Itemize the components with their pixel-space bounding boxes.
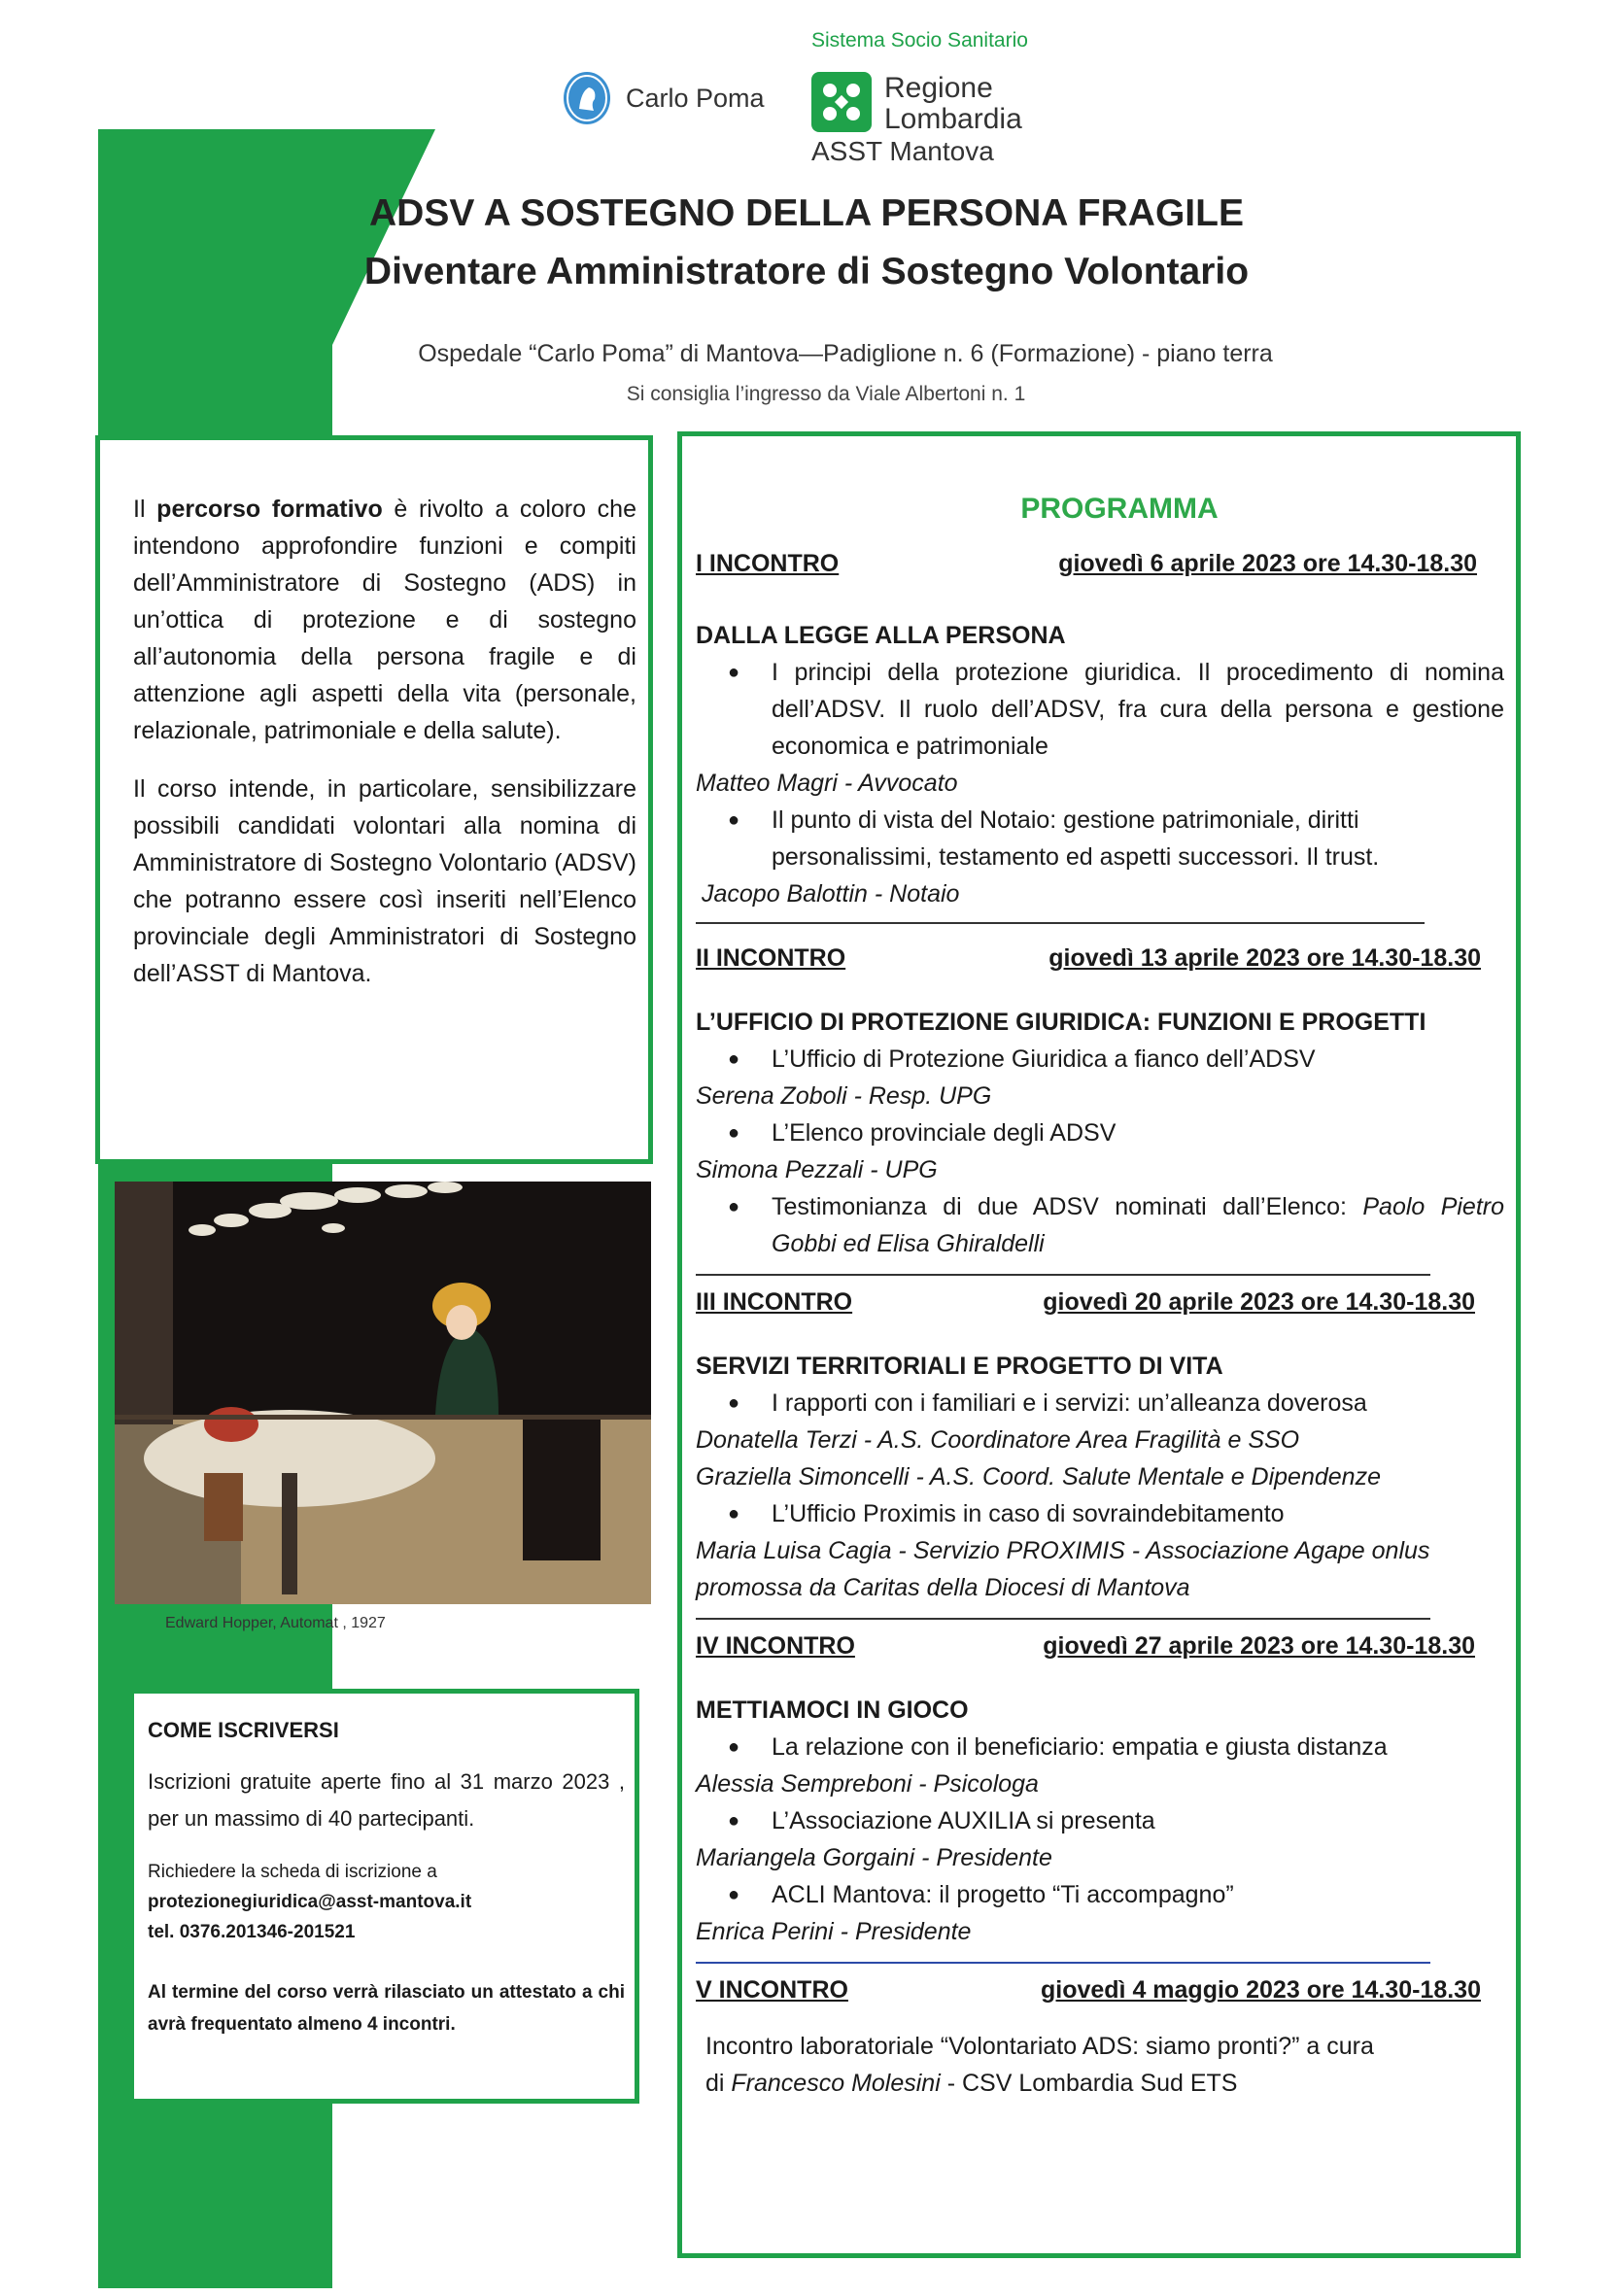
meeting-4-heading: METTIAMOCI IN GIOCO	[696, 1696, 969, 1724]
automat-painting	[115, 1182, 651, 1604]
meeting-3-label: III INCONTRO	[696, 1288, 853, 1316]
meeting-2-heading: L’UFFICIO DI PROTEZIONE GIURIDICA: FUNZIONI E PROGETTI	[696, 1009, 1426, 1036]
entrance-text: Si consiglia l’ingresso da Viale Albertoni n. 1	[626, 383, 1026, 405]
speaker: Serena Zoboli - Resp. UPG	[696, 1082, 992, 1110]
meeting-2-header	[696, 940, 1504, 977]
separator	[696, 922, 1425, 924]
bullet-icon: ●	[727, 1884, 740, 1905]
bullet-icon: ●	[727, 1392, 740, 1414]
intro-paragraph-2: Il corso intende, in particolare, sensibilizzare possibili candidati volontari alla nomina di Amministratore di Sostegno Volontario (ADSV) che potranno essere così inseriti nell’Elenco provinciale degli Amministratori di Sostegno dell’ASST di Mantova.	[133, 775, 636, 987]
speaker: Matteo Magri - Avvocato	[696, 770, 958, 797]
speaker: Graziella Simoncelli - A.S. Coord. Salute Mentale e Dipendenze	[696, 1463, 1381, 1491]
carlo-poma-text: Carlo Poma	[626, 84, 765, 113]
speaker: Maria Luisa Cagia - Servizio PROXIMIS - Associazione Agape onlus promossa da Caritas della Diocesi di Mantova	[696, 1537, 1430, 1601]
list-item: ● I rapporti con i familiari e i servizi: un’alleanza doverosa	[696, 1385, 1504, 1422]
meeting-1-heading: DALLA LEGGE ALLA PERSONA	[696, 622, 1066, 649]
programme-title: PROGRAMMA	[1020, 493, 1219, 525]
speaker: Donatella Terzi - A.S. Coordinatore Area Fragilità e SSO	[696, 1426, 1300, 1454]
meeting-4-date: giovedì 27 aprile 2023 ore 14.30-18.30	[1043, 1632, 1475, 1660]
speaker: Simona Pezzali - UPG	[696, 1156, 938, 1183]
list-item: ● Testimonianza di due ADSV nominati dall’Elenco: Paolo Pietro Gobbi ed Elisa Ghiraldelli	[696, 1188, 1504, 1262]
list-item: ● L’Elenco provinciale degli ADSV	[696, 1114, 1504, 1151]
intro-box	[95, 435, 653, 1164]
meeting-3-header	[696, 1284, 1504, 1320]
separator	[696, 1618, 1430, 1620]
speaker: Alessia Sempreboni - Psicologa	[696, 1770, 1039, 1798]
speaker: Enrica Perini - Presidente	[696, 1918, 972, 1945]
list-item: ● ACLI Mantova: il progetto “Ti accompagno”	[696, 1876, 1504, 1913]
page-subtitle: Diventare Amministratore di Sostegno Volontario	[363, 251, 1250, 292]
registration-dates: Iscrizioni gratuite aperte fino al 31 marzo 2023 , per un massimo di 40 partecipanti.	[148, 1769, 625, 1831]
asst-mantova-text: ASST Mantova	[811, 136, 994, 166]
registration-email-link[interactable]: protezionegiuridica@asst-mantova.it	[148, 1892, 472, 1912]
bullet-icon: ●	[727, 1736, 740, 1758]
bullet-icon: ●	[727, 662, 740, 683]
bullet-icon: ●	[727, 1048, 740, 1070]
carlo-poma-logo	[562, 70, 785, 128]
registration-title: COME ISCRIVERSI	[148, 1718, 339, 1742]
lombardia-text: Lombardia	[884, 103, 1022, 135]
list-item: ● I principi della protezione giuridica. Il procedimento di nomina dell’ADSV. Il ruolo dell’ADSV, fra cura della persona e gestione economica e patrimoniale	[696, 654, 1504, 765]
bullet-icon: ●	[727, 1122, 740, 1144]
carlo-poma-emblem-icon	[562, 70, 612, 126]
meeting-2-label: II INCONTRO	[696, 944, 846, 972]
list-item: ● L’Ufficio di Protezione Giuridica a fianco dell’ADSV	[696, 1041, 1504, 1078]
sistema-text: Sistema Socio Sanitario	[811, 29, 1028, 51]
certificate-note: Al termine del corso verrà rilasciato un attestato a chi avrà frequentato almeno 4 incontri.	[148, 1982, 625, 2035]
list-item: ● Il punto di vista del Notaio: gestione patrimoniale, diritti personalissimi, testamento ed aspetti successori. Il trust.	[696, 802, 1504, 875]
meeting-4-label: IV INCONTRO	[696, 1632, 855, 1660]
meeting-5-date: giovedì 4 maggio 2023 ore 14.30-18.30	[1040, 1976, 1481, 2004]
bullet-icon: ●	[727, 809, 740, 831]
registration-phone: tel. 0376.201346-201521	[148, 1922, 356, 1942]
regione-text: Regione	[884, 72, 993, 104]
speaker: Jacopo Balottin - Notaio	[702, 880, 960, 908]
separator	[696, 1274, 1430, 1276]
meeting-2-date: giovedì 13 aprile 2023 ore 14.30-18.30	[1048, 944, 1481, 972]
meeting-5-description: Incontro laboratoriale “Volontariato ADS: siamo pronti?” a cura di Francesco Molesini - CSV Lombardia Sud ETS	[705, 2033, 1374, 2097]
bullet-icon: ●	[727, 1810, 740, 1832]
registration-box	[129, 1689, 639, 2104]
request-form-text: Richiedere la scheda di iscrizione a	[148, 1862, 437, 1882]
bullet-icon: ●	[727, 1196, 740, 1217]
meeting-3-date: giovedì 20 aprile 2023 ore 14.30-18.30	[1043, 1288, 1475, 1316]
page-title: ADSV A SOSTEGNO DELLA PERSONA FRAGILE	[369, 192, 1244, 234]
list-item: ● La relazione con il beneficiario: empatia e giusta distanza	[696, 1729, 1504, 1765]
meeting-5-header	[696, 1971, 1504, 2008]
separator	[696, 1962, 1430, 1964]
meeting-1-label: I INCONTRO	[696, 550, 840, 577]
meeting-3-heading: SERVIZI TERRITORIALI E PROGETTO DI VITA	[696, 1353, 1223, 1380]
meeting-1-header	[696, 545, 1504, 582]
location-text: Ospedale “Carlo Poma” di Mantova—Padiglione n. 6 (Formazione) - piano terra	[418, 340, 1273, 367]
meeting-5-label: V INCONTRO	[696, 1976, 848, 2004]
meeting-1-date: giovedì 6 aprile 2023 ore 14.30-18.30	[1058, 550, 1477, 577]
painting-caption: Edward Hopper, Automat , 1927	[165, 1615, 386, 1631]
intro-paragraph-1: Il percorso formativo è rivolto a coloro che intendono approfondire funzioni e compiti dell’Amministratore di Sostegno (ADS) in un’ottica di protezione e di sostegno all’autonomia della persona fragile e di attenzione agli aspetti della vita (personale, relazionale, patrimoniale e della salute).	[133, 496, 636, 744]
regione-lombardia-logo	[811, 29, 1064, 170]
list-item: ● L’Associazione AUXILIA si presenta	[696, 1802, 1504, 1839]
speaker: Mariangela Gorgaini - Presidente	[696, 1844, 1052, 1871]
bullet-icon: ●	[727, 1503, 740, 1525]
list-item: ● L’Ufficio Proximis in caso di sovraindebitamento	[696, 1495, 1504, 1532]
regione-lombardia-rose-icon	[811, 72, 872, 132]
percorso-formativo-text: percorso formativo	[156, 496, 383, 523]
meeting-4-header	[696, 1628, 1504, 1664]
programme-box	[677, 431, 1521, 2258]
